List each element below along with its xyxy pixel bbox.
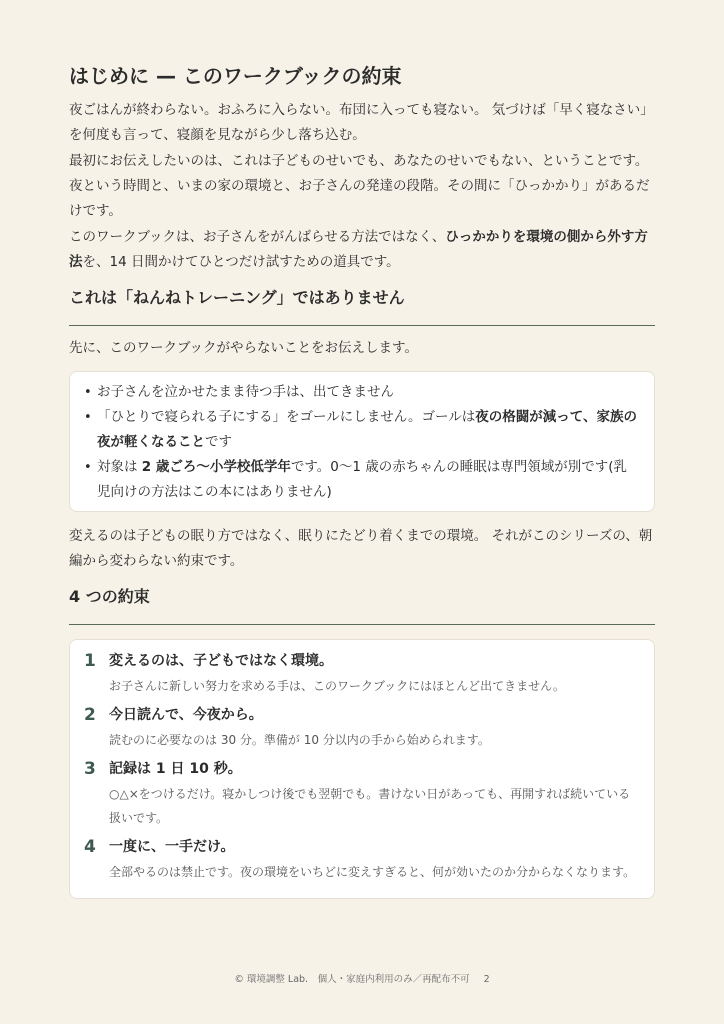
promise-body [109,756,640,830]
list-item [84,405,638,455]
promise-item [84,756,640,830]
intro-p3-text: このワークブックは、お子さんをがんばらせる方法ではなく、 [69,229,446,245]
promise-description: 全部やるのは禁止です。夜の環境をいちどに変えすぎると、何が効いたのか分からなくなります。 [109,865,636,879]
list-item [84,380,638,405]
footer-copyright: © 環境調整 Lab. 個人・家庭内利用のみ／再配布不可 [234,974,470,985]
section-divider [69,325,655,326]
bullet-icon: • [84,460,92,475]
promise-item [84,834,640,884]
list-item-text-end: です [205,434,232,450]
page-number: 2 [483,974,490,985]
list-item-text: 対象は [97,459,142,475]
intro-paragraph-3 [69,225,655,275]
promise-body [109,834,640,884]
list-item-emphasis: 夜の格闘が減って、家族の夜が軽くなること [97,409,638,450]
promise-item [84,702,640,752]
section-divider [69,624,655,625]
list-item-emphasis: 2 歳ごろ〜小学校低学年 [141,459,291,475]
promise-title: 一度に、一手だけ。 [109,839,235,855]
intro-paragraph-1: 夜ごはんが終わらない。おふろに入らない。布団に入っても寝ない。 気づけば「早く寝なさい」を何度も言って、寝顔を見ながら少し落ち込む。 [69,102,654,143]
promise-item [84,648,640,698]
not-training-lead: 先に、このワークブックがやらないことをお伝えします。 [69,340,418,356]
section-heading-not-training: これは「ねんねトレーニング」ではありません [69,288,405,307]
not-doing-card [69,371,655,512]
promise-title: 変えるのは、子どもではなく環境。 [109,653,333,669]
bullet-icon: • [84,385,92,400]
promise-body [109,702,640,752]
promise-title: 今日読んで、今夜から。 [109,707,263,723]
not-doing-list [84,380,638,505]
promise-title: 記録は 1 日 10 秒。 [109,761,242,777]
promise-number: 3 [84,759,96,779]
promises-card [69,639,655,899]
page-title: はじめに — このワークブックの約束 [69,64,402,88]
list-item [84,455,638,505]
list-item-text: お子さんを泣かせたまま待つ手は、出てきません [97,384,394,400]
promise-body [109,648,640,698]
promise-number: 1 [84,651,96,671]
bullet-icon: • [84,410,92,425]
section-heading-promises: 4 つの約束 [69,587,150,606]
intro-paragraph-2: 最初にお伝えしたいのは、これは子どものせいでも、あなたのせいでもない、ということです。 夜という時間と、いまの家の環境と、お子さんの発達の段階。その間に「ひっかかり」があるだけです。 [69,153,650,219]
promise-number: 4 [84,837,96,857]
not-training-closing: 変えるのは子どもの眠り方ではなく、眠りにたどり着くまでの環境。 それがこのシリーズの、朝編から変わらない約束です。 [69,528,653,569]
list-item-text: 「ひとりで寝られる子にする」をゴールにしません。ゴールは [97,409,476,425]
promise-number: 2 [84,705,96,725]
page-footer [0,971,724,985]
promise-description: 読むのに必要なのは 30 分。準備が 10 分以内の手から始められます。 [109,733,490,747]
list-item-text-end: です。0〜1 歳の赤ちゃんの睡眠は専門領域が別です(乳児向けの方法はこの本にはありません) [97,459,628,500]
promise-description: お子さんに新しい努力を求める手は、このワークブックにはほとんど出てきません。 [109,679,565,693]
intro-p3-text-end: を、14 日間かけてひとつだけ試すための道具です。 [82,254,400,270]
promise-description: ○△×をつけるだけ。寝かしつけ後でも翌朝でも。書けない日があっても、再開すれば続いている扱いです。 [109,787,631,825]
intro-p3-emphasis: ひっかかりを環境の側から外す方法 [69,229,648,270]
